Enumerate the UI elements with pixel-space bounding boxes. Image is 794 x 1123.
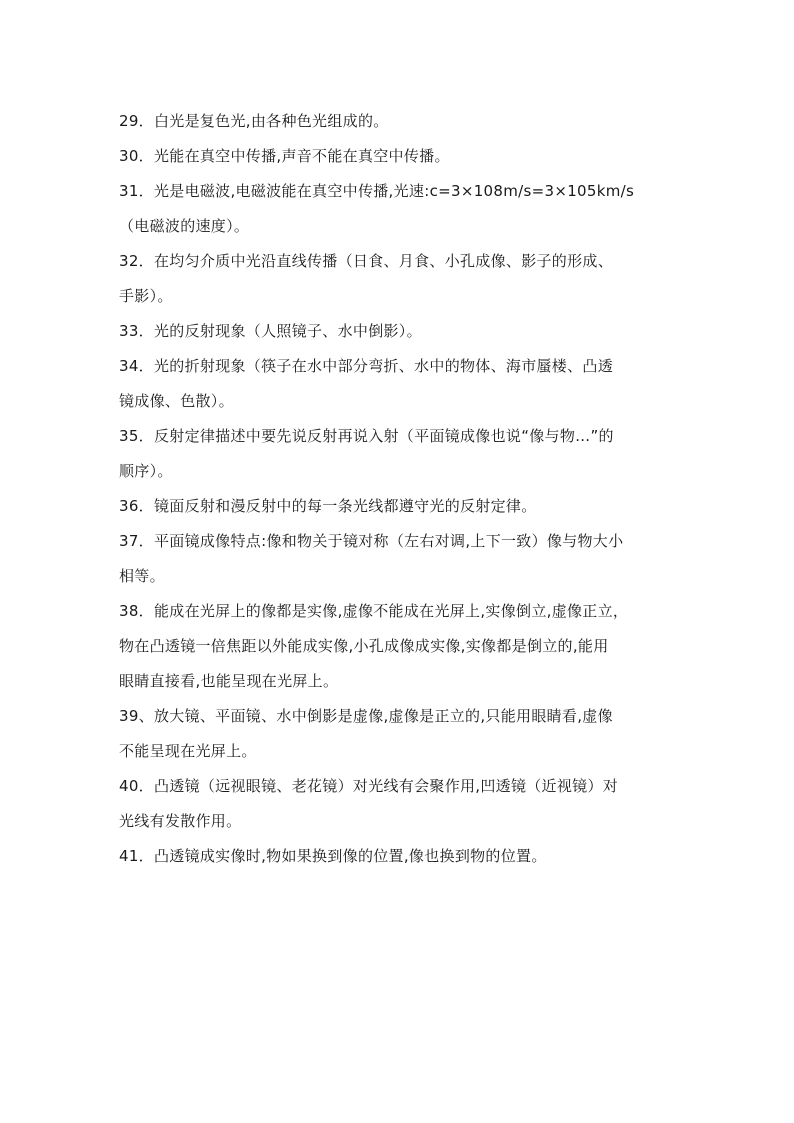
text-line: 36．镜面反射和漫反射中的每一条光线都遵守光的反射定律。: [119, 497, 537, 515]
text-line: 30．光能在真空中传播,声音不能在真空中传播。: [119, 147, 450, 165]
text-line: 29．白光是复色光,由各种色光组成的。: [119, 112, 389, 130]
text-line: 顺序）。: [119, 462, 173, 480]
document-body: [119, 104, 699, 874]
text-line: 镜成像、色散）。: [119, 392, 234, 410]
text-line: 物在凸透镜一倍焦距以外能成实像,小孔成像成实像,实像都是倒立的,能用: [119, 637, 609, 655]
text-line: 不能呈现在光屏上。: [119, 742, 257, 760]
text-line: 眼睛直接看,也能呈现在光屏上。: [119, 672, 339, 690]
text-line: 33．光的反射现象（人照镜子、水中倒影）。: [119, 322, 422, 340]
text-line: 相等。: [119, 567, 165, 585]
text-line: 32．在均匀介质中光沿直线传播（日食、月食、小孔成像、影子的形成、: [119, 252, 613, 270]
text-line: 39、放大镜、平面镜、水中倒影是虚像,虚像是正立的,只能用眼睛看,虚像: [119, 707, 613, 725]
text-line: 38．能成在光屏上的像都是实像,虚像不能成在光屏上,实像倒立,虚像正立，: [119, 602, 629, 620]
text-line: 41．凸透镜成实像时,物如果换到像的位置,像也换到物的位置。: [119, 847, 547, 865]
text-line: 31．光是电磁波,电磁波能在真空中传播,光速:c=3×108m/s=3×105km/s: [119, 182, 635, 200]
text-line: 35．反射定律描述中要先说反射再说入射（平面镜成像也说“像与物…”的: [119, 427, 614, 445]
text-line: 光线有发散作用。: [119, 812, 242, 830]
text-line: 37．平面镜成像特点:像和物关于镜对称（左右对调,上下一致）像与物大小: [119, 532, 624, 550]
text-line: 40．凸透镜（远视眼镜、老花镜）对光线有会聚作用,凹透镜（近视镜）对: [119, 777, 619, 795]
text-line: 手影）。: [119, 287, 173, 305]
text-line: 34．光的折射现象（筷子在水中部分弯折、水中的物体、海市蜃楼、凸透: [119, 357, 613, 375]
text-line: （电磁波的速度）。: [119, 217, 250, 235]
